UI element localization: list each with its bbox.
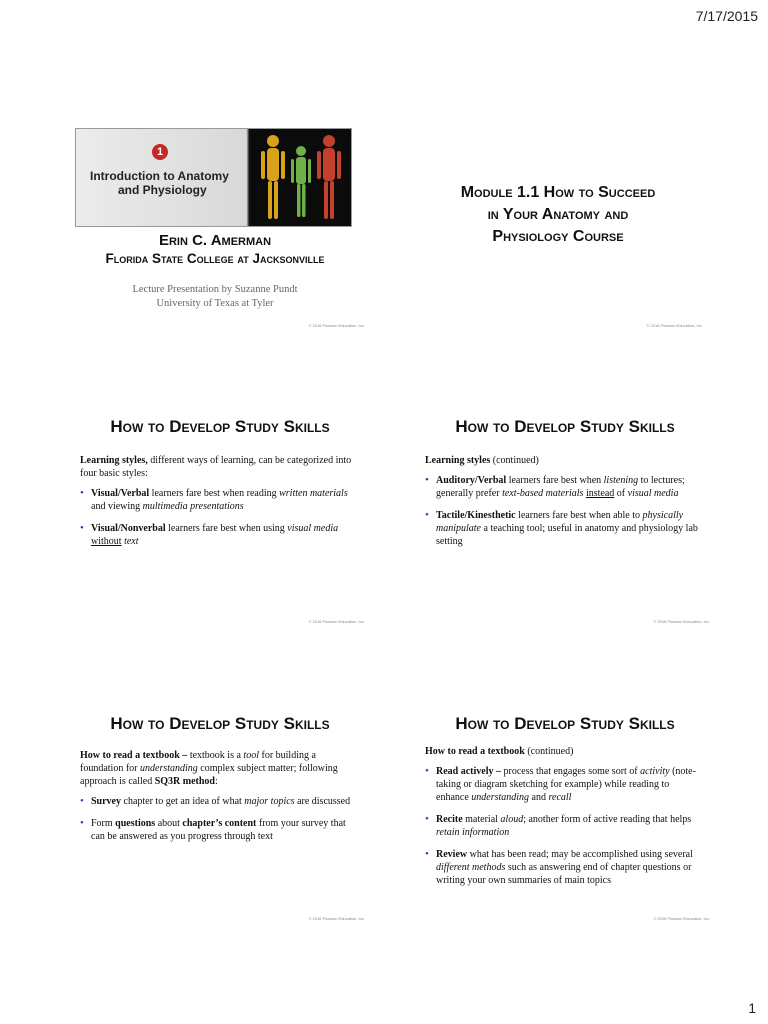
slide-body — [425, 454, 700, 557]
bullet-recite: • Recite material aloud; another form of active reading that helps retain information — [425, 813, 692, 838]
module-title-line2: in Your Anatomy and — [487, 206, 629, 223]
copyright-notice: © 2016 Pearson Education, Inc. — [646, 323, 703, 328]
slide-4 — [420, 404, 710, 624]
slide-1 — [75, 108, 365, 328]
print-date: 7/17/2015 — [695, 8, 758, 24]
intro-paragraph: How to read a textbook (continued) — [425, 746, 574, 757]
intro-paragraph: Learning styles (continued) — [425, 455, 539, 466]
bullet-read-actively: • Read actively – process that engages some sort of activity (note-taking or diagram sketching for example) while reading to enhance understanding and recall — [425, 765, 696, 803]
bullet-visual-nonverbal: • Visual/Nonverbal learners fare best when using visual media without text — [80, 522, 339, 547]
anatomy-figures-image — [251, 129, 351, 226]
chapter-number-badge: 1 — [152, 144, 168, 160]
module-title-line3: Physiology Course — [492, 228, 624, 245]
college-name: Florida State College at Jacksonville — [105, 251, 325, 266]
slide-6 — [420, 701, 710, 921]
slide-title: How to Develop Study Skills — [110, 417, 330, 436]
slide-body — [80, 749, 355, 852]
slide-title: How to Develop Study Skills — [455, 417, 675, 436]
slide-title: How to Develop Study Skills — [110, 714, 330, 733]
intro-paragraph: How to read a textbook – textbook is a tool for building a foundation for understanding complex subject matter; following approach is called SQ3R method: — [80, 750, 338, 787]
bullet-review: • Review what has been read; may be accomplished using several different methods such as answering end of chapter questions or writing your own summaries of main topics — [425, 848, 693, 886]
intro-paragraph: Learning styles, different ways of learning, can be categorized into four basic styles: — [80, 455, 352, 479]
author-name: Erin C. Amerman — [158, 232, 272, 249]
slide-body — [425, 745, 700, 896]
copyright-notice: © 2016 Pearson Education, Inc. — [308, 916, 365, 921]
bullet-visual-verbal: • Visual/Verbal learners fare best when reading written materials and viewing multimedia presentations — [80, 487, 348, 512]
slide-title: How to Develop Study Skills — [455, 714, 675, 733]
module-title-line1: Module 1.1 How to Succeed — [460, 184, 656, 201]
bullet-auditory-verbal: • Auditory/Verbal learners fare best when listening to lectures; generally prefer text-based materials instead of visual media — [425, 474, 685, 499]
slide-2 — [413, 108, 703, 328]
lecture-credit-line1: Lecture Presentation by Suzanne Pundt — [132, 284, 298, 295]
slide-body — [80, 454, 355, 557]
page-number: 1 — [748, 1000, 756, 1016]
copyright-notice: © 2016 Pearson Education, Inc. — [653, 619, 710, 624]
banner-title-line2: and Physiology — [118, 183, 207, 197]
bullet-tactile-kinesthetic: • Tactile/Kinesthetic learners fare best when able to physically manipulate a teaching tool; useful in anatomy and physiology lab setting — [425, 509, 698, 547]
copyright-notice: © 2016 Pearson Education, Inc. — [653, 916, 710, 921]
module-title — [413, 182, 703, 248]
chapter-banner — [75, 128, 352, 227]
copyright-notice: © 2016 Pearson Education, Inc. — [308, 619, 365, 624]
banner-title-line1: Introduction to Anatomy — [90, 169, 229, 183]
slide-5 — [75, 701, 365, 921]
bullet-questions: • Form questions about chapter’s content from your survey that can be answered as you progress through text — [80, 817, 346, 842]
bullet-survey: • Survey chapter to get an idea of what major topics are discussed — [80, 795, 351, 807]
lecture-credit-line2: University of Texas at Tyler — [156, 298, 274, 309]
copyright-notice: © 2016 Pearson Education, Inc. — [308, 323, 365, 328]
slide-3 — [75, 404, 365, 624]
